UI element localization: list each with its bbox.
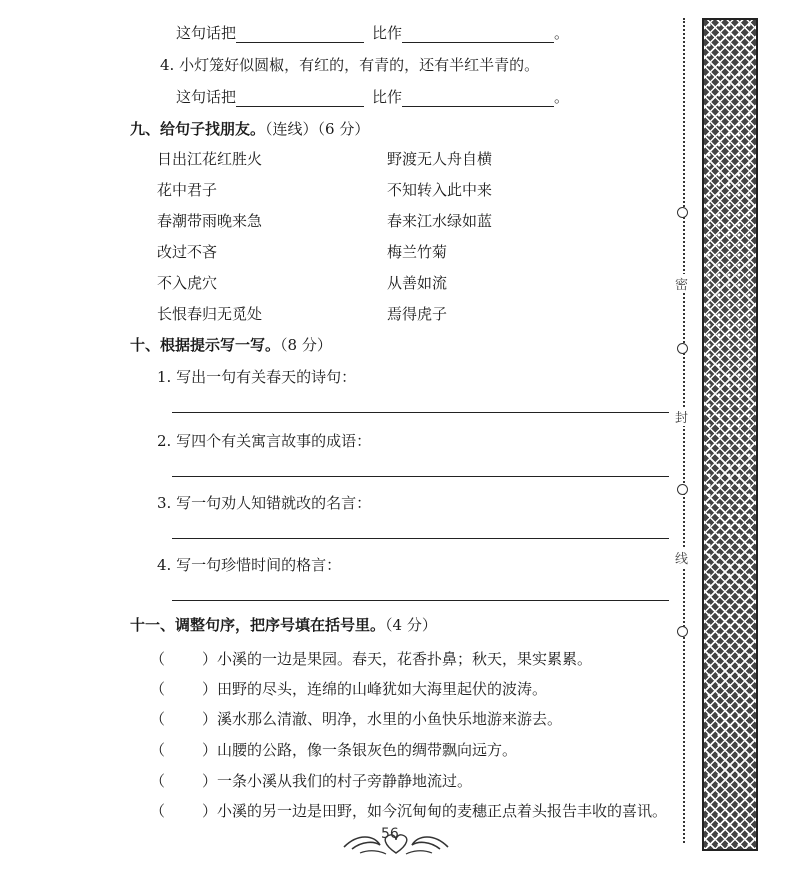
binding-label-line: 线 [675,548,688,567]
q10-title: 十、根据提示写一写。 [130,336,281,354]
q11-sentence-text: ）溪水那么清澈、明净，水里的小鱼快乐地游来游去。 [202,710,563,728]
q11-answer-paren[interactable]: （ [150,772,166,790]
q9-left-item[interactable]: 不入虎穴 [157,274,218,292]
q10-heading [130,334,332,355]
q11-answer-paren[interactable]: （ [150,680,166,698]
q8-row3 [176,22,569,43]
q9-right-item[interactable]: 野渡无人舟自横 [387,150,493,168]
q10-prompt-4: 4. 写一句珍惜时间的格言： [157,556,342,574]
q11-sentence [150,708,562,729]
q11-answer-paren[interactable]: （ [150,710,166,728]
q11-sentence-text: ）小溪的一边是果园。春天，花香扑鼻；秋天，果实累累。 [202,650,593,668]
q11-sentence [150,770,472,791]
q9-points: （连线）（6 分） [265,120,370,138]
decorative-pattern-strip [702,18,758,851]
binding-ring-icon [677,207,688,218]
q9-left-item[interactable]: 长恨春归无觅处 [157,305,263,323]
q10-points: （8 分） [280,336,332,354]
q11-sentence [150,739,517,760]
q8-row4-end: 。 [554,88,570,106]
page-number: 56 [381,826,399,842]
q9-heading [130,118,369,139]
q9-right-item[interactable]: 不知转入此中来 [387,181,493,199]
q9-title: 九、给句子找朋友。 [130,120,266,138]
q8-row3-left: 这句话把 [176,24,237,42]
q8-row4-left: 这句话把 [176,88,237,106]
q11-sentence-text: ）田野的尽头，连绵的山峰犹如大海里起伏的波涛。 [202,680,548,698]
q10-prompt-2: 2. 写四个有关寓言故事的成语： [157,432,372,450]
q11-sentence [150,678,547,699]
binding-ring-icon [677,626,688,637]
q8-row4 [176,86,569,107]
q9-right-item[interactable]: 从善如流 [387,274,448,292]
q11-sentence [150,648,592,669]
q10-prompt-3: 3. 写一句劝人知错就改的名言： [157,494,372,512]
binding-label-close: 封 [675,407,688,426]
q10-answer-line-4[interactable] [172,600,669,601]
q9-left-item[interactable]: 日出江花红胜火 [157,150,263,168]
q11-heading [130,614,437,635]
q10-answer-line-3[interactable] [172,538,669,539]
q9-left-item[interactable]: 春潮带雨晚来急 [157,212,263,230]
q11-sentence [150,800,667,821]
binding-label-seal: 密 [675,274,688,293]
q11-title: 十一、调整句序，把序号填在括号里。 [130,616,386,634]
q8-item4: 4. 小灯笼好似圆椒，有红的，有青的，还有半红半青的。 [160,56,540,74]
q11-sentence-text: ）一条小溪从我们的村子旁静静地流过。 [202,772,473,790]
q10-answer-line-1[interactable] [172,412,669,413]
q9-right-item[interactable]: 梅兰竹菊 [387,243,448,261]
q8-row4-blank1[interactable] [236,90,364,107]
q8-row3-mid: 比作 [372,24,403,42]
binding-ring-icon [677,484,688,495]
q9-right-item[interactable]: 春来江水绿如蓝 [387,212,493,230]
q9-left-item[interactable]: 花中君子 [157,181,218,199]
q11-answer-paren[interactable]: （ [150,741,166,759]
q10-prompt-1: 1. 写出一句有关春天的诗句： [157,368,357,386]
binding-ring-icon [677,343,688,354]
q8-row3-blank2[interactable] [402,26,554,43]
q11-answer-paren[interactable]: （ [150,650,166,668]
q8-row4-blank2[interactable] [402,90,554,107]
q8-row4-mid: 比作 [372,88,403,106]
q10-answer-line-2[interactable] [172,476,669,477]
q11-sentence-text: ）小溪的另一边是田野，如今沉甸甸的麦穗正点着头报告丰收的喜讯。 [202,802,668,820]
q8-row3-end: 。 [554,24,570,42]
q11-points: （4 分） [385,616,437,634]
q8-row3-blank1[interactable] [236,26,364,43]
q9-left-item[interactable]: 改过不吝 [157,243,218,261]
q11-sentence-text: ）山腰的公路，像一条银灰色的绸带飘向远方。 [202,741,518,759]
q9-right-item[interactable]: 焉得虎子 [387,305,448,323]
q11-answer-paren[interactable]: （ [150,802,166,820]
binding-dotted-line [683,18,685,843]
